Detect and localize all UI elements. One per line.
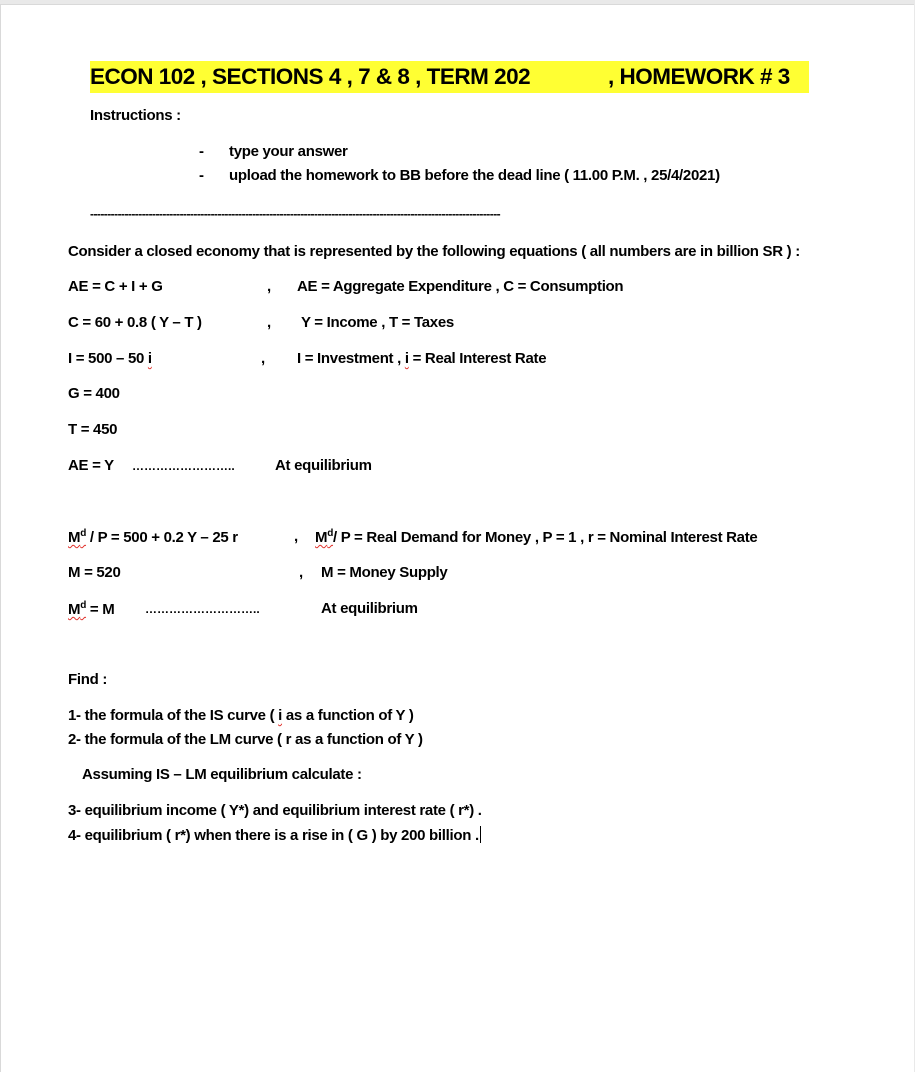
homework-title (90, 61, 809, 93)
equation-money-supply: M = 520 (68, 564, 121, 581)
interest-rate-symbol: i (147, 350, 152, 367)
equation-money-demand-description (315, 528, 757, 546)
money-demand-text: / P = 500 + 0.2 Y – 25 r (86, 529, 238, 546)
instruction-bullet: - (199, 167, 204, 184)
money-demand-symbol: $M^d$ (315, 528, 334, 546)
equation-money-demand (68, 528, 238, 546)
comma: , (267, 314, 271, 331)
investment-desc-rest: = Real Interest Rate (408, 350, 547, 367)
comma: , (294, 528, 298, 545)
equation-investment-text: I = 500 – 50 (68, 350, 148, 367)
instruction-bullet: - (199, 143, 204, 160)
equation-taxes: T = 450 (68, 421, 118, 438)
comma: , (267, 278, 271, 295)
equation-money-supply-description: M = Money Supply (321, 564, 448, 581)
title-homework-text: , HOMEWORK # 3 (608, 64, 790, 89)
money-demand-symbol: $M^d$ (68, 528, 87, 546)
equation-investment (68, 350, 152, 367)
find-label: Find : (68, 671, 108, 688)
document-page (0, 4, 914, 1072)
equilibrium-label: At equilibrium (321, 600, 418, 617)
equation-goods-equilibrium: AE = Y (68, 457, 114, 474)
equation-ae-description: AE = Aggregate Expenditure , C = Consumption (297, 278, 624, 295)
instructions-label: Instructions : (90, 107, 181, 124)
assuming-text: Assuming IS – LM equilibrium calculate : (82, 766, 362, 783)
separator-line: ----------------------------------------------------------------------------------------------------------------------- (90, 207, 501, 221)
equation-government: G = 400 (68, 385, 120, 402)
equation-consumption: C = 60 + 0.8 ( Y – T ) (68, 314, 202, 331)
title-course-text: ECON 102 , SECTIONS 4 , 7 & 8 , TERM 202 (90, 64, 531, 89)
instruction-item-2: upload the homework to BB before the dead line ( 11.00 P.M. , 25/4/2021) (229, 167, 720, 184)
equation-money-equilibrium (68, 600, 114, 618)
interest-rate-symbol: i (404, 350, 409, 367)
question-3: 3- equilibrium income ( Y*) and equilibrium interest rate ( r*) . (68, 802, 482, 819)
money-demand-desc-text: / P = Real Demand for Money , P = 1 , r = Nominal Interest Rate (333, 529, 758, 546)
question-4: 4- equilibrium ( r*) when there is a rise in ( G ) by 200 billion . (68, 827, 479, 844)
dotted-leader: ……………………….. (145, 602, 260, 616)
comma: , (261, 350, 265, 367)
equation-consumption-description: Y = Income , T = Taxes (301, 314, 454, 331)
interest-rate-symbol: i (278, 707, 283, 724)
money-equilibrium-text: = M (86, 601, 115, 618)
equation-ae: AE = C + I + G (68, 278, 163, 295)
money-demand-symbol: $M^d$ (68, 600, 87, 618)
investment-desc-text: I = Investment , (297, 350, 405, 367)
question-1: 1- the formula of the IS curve ( i as a function of Y ) (68, 707, 414, 724)
instruction-item-1: type your answer (229, 143, 348, 160)
dotted-leader: …………………….. (132, 459, 235, 473)
equilibrium-label: At equilibrium (275, 457, 372, 474)
equation-investment-description (297, 350, 546, 367)
intro-text: Consider a closed economy that is represented by the following equations ( all numbers are in billion SR ) : (68, 243, 800, 260)
comma: , (299, 564, 303, 581)
question-2: 2- the formula of the LM curve ( r as a function of Y ) (68, 731, 423, 748)
text-cursor (480, 826, 481, 843)
